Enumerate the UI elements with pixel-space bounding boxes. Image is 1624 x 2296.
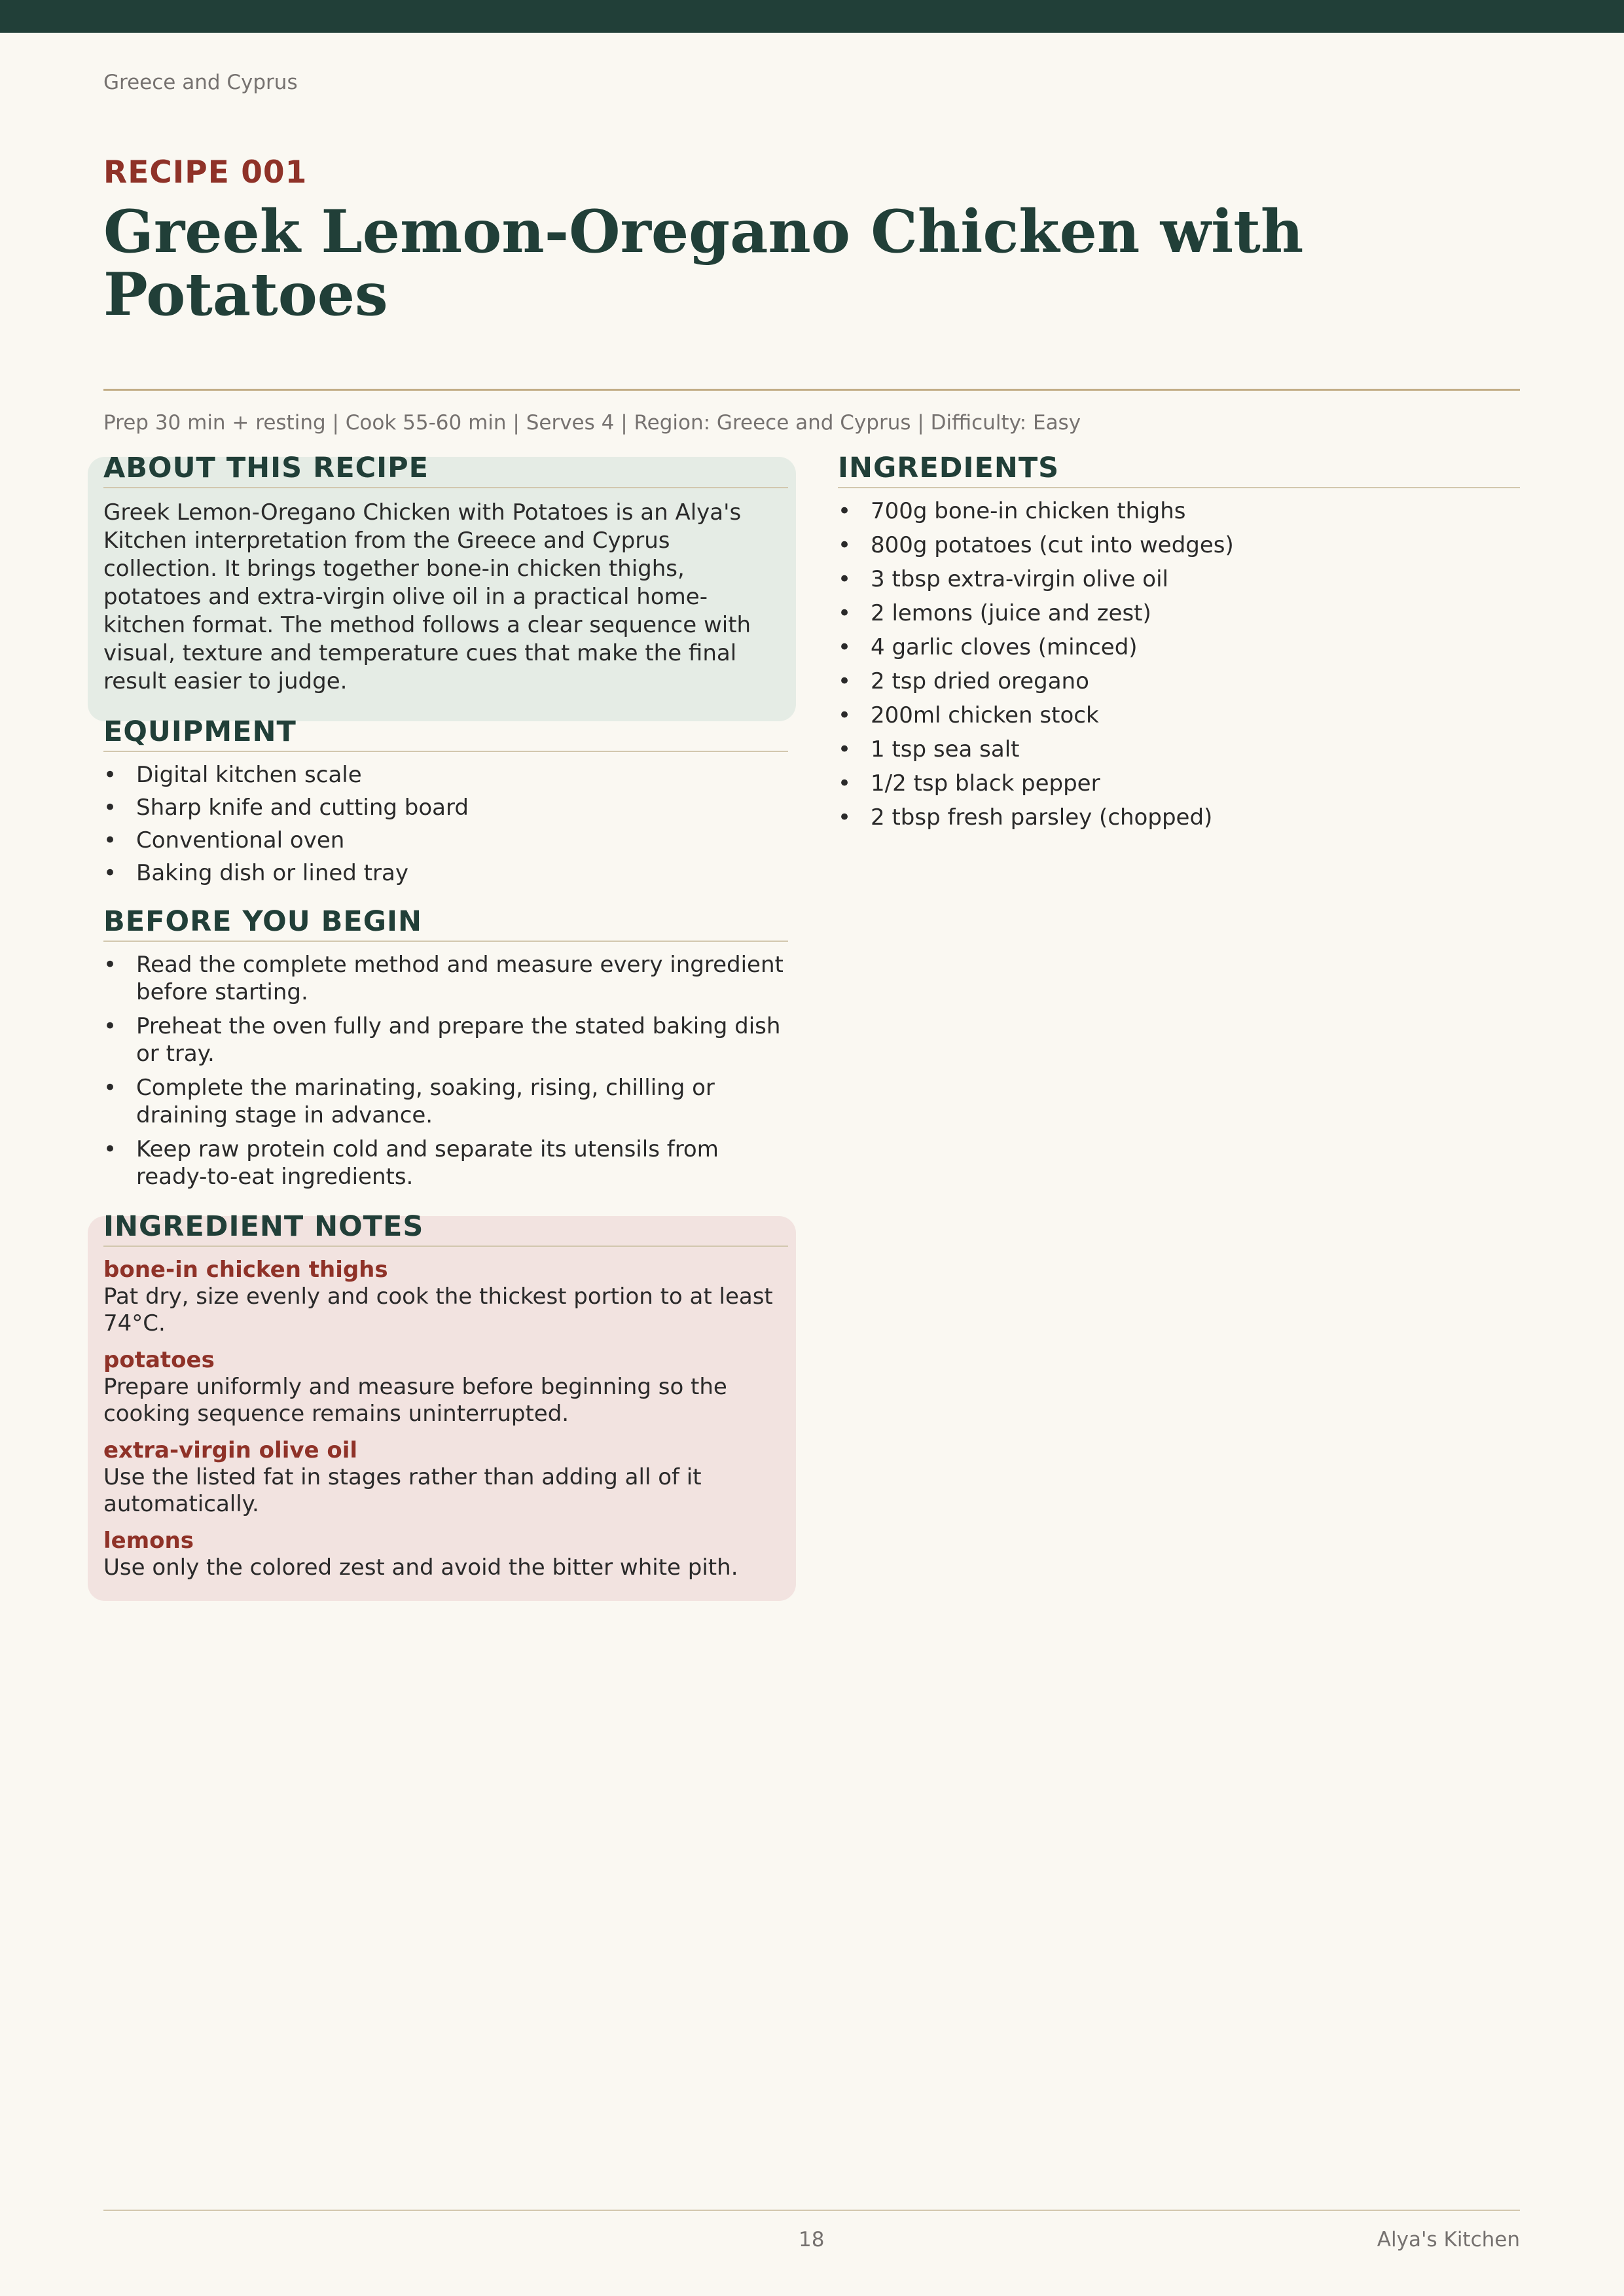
about-heading: ABOUT THIS RECIPE <box>103 452 788 488</box>
about-text: Greek Lemon-Oregano Chicken with Potatoes is an Alya's Kitchen interpretation from the Greece and Cyprus collection. It brings together bone-in chicken thighs, potatoes and extra-virgin olive oil in a practical home-kitchen format. The method follows a clear sequence with visual, texture and temperature cues that make the final result easier to judge. <box>103 499 751 694</box>
note-ingredient-name: bone-in chicken thighs <box>103 1257 388 1283</box>
list-item: • Keep raw protein cold and separate its utensils from ready-to-eat ingredients. <box>103 1136 788 1191</box>
note-text: Prepare uniformly and measure before beginning so the cooking sequence remains uninterrupted. <box>103 1374 727 1427</box>
list-item: • 200ml chicken stock <box>838 702 1520 729</box>
footer-brand: Alya's Kitchen <box>1377 2228 1520 2251</box>
list-item: • Complete the marinating, soaking, rising, chilling or draining stage in advance. <box>103 1074 788 1129</box>
top-color-bar <box>0 0 1624 33</box>
note-text: Use the listed fat in stages rather than adding all of it automatically. <box>103 1464 702 1517</box>
list-item: • Preheat the oven fully and prepare the stated baking dish or tray. <box>103 1013 788 1067</box>
note-text: Use only the colored zest and avoid the bitter white pith. <box>103 1554 738 1581</box>
ingredients-heading: INGREDIENTS <box>838 452 1520 488</box>
list-item: • 1/2 tsp black pepper <box>838 770 1520 797</box>
list-item: • 2 tsp dried oregano <box>838 668 1520 695</box>
list-item: • 4 garlic cloves (minced) <box>838 634 1520 661</box>
ingredient-note <box>103 1437 788 1518</box>
before-you-begin-heading: BEFORE YOU BEGIN <box>103 905 788 942</box>
list-item: • 1 tsp sea salt <box>838 736 1520 763</box>
footer-divider <box>103 2210 1520 2211</box>
recipe-meta: Prep 30 min + resting | Cook 55-60 min | Serves 4 | Region: Greece and Cyprus | Difficulty: Easy <box>103 411 1081 435</box>
note-ingredient-name: lemons <box>103 1528 194 1554</box>
ingredients-list <box>838 497 1520 831</box>
list-item: • Read the complete method and measure every ingredient before starting. <box>103 951 788 1006</box>
page-number: 18 <box>799 2228 825 2251</box>
equipment-section <box>103 715 788 892</box>
ingredient-notes-heading: INGREDIENT NOTES <box>103 1210 788 1247</box>
list-item: • Conventional oven <box>103 827 788 854</box>
note-ingredient-name: potatoes <box>103 1347 215 1373</box>
ingredient-note <box>103 1346 788 1427</box>
before-you-begin-section <box>103 905 788 1197</box>
recipe-title: Greek Lemon-Oregano Chicken with Potatoes <box>103 197 1304 329</box>
list-item: • 2 tbsp fresh parsley (chopped) <box>838 804 1520 831</box>
region-label: Greece and Cyprus <box>103 71 298 94</box>
about-section <box>103 452 788 696</box>
list-item: • 800g potatoes (cut into wedges) <box>838 531 1520 559</box>
note-text: Pat dry, size evenly and cook the thickest portion to at least 74°C. <box>103 1283 773 1336</box>
note-ingredient-name: extra-virgin olive oil <box>103 1437 358 1463</box>
list-item: • Baking dish or lined tray <box>103 859 788 887</box>
recipe-number: RECIPE 001 <box>103 154 308 190</box>
ingredient-notes-section <box>103 1210 788 1581</box>
ingredient-note <box>103 1527 788 1581</box>
list-item: • 3 tbsp extra-virgin olive oil <box>838 565 1520 593</box>
equipment-list <box>103 761 788 887</box>
list-item: • 700g bone-in chicken thighs <box>838 497 1520 525</box>
list-item: • 2 lemons (juice and zest) <box>838 600 1520 627</box>
ingredient-note <box>103 1256 788 1337</box>
equipment-heading: EQUIPMENT <box>103 715 788 752</box>
list-item: • Digital kitchen scale <box>103 761 788 789</box>
list-item: • Sharp knife and cutting board <box>103 794 788 821</box>
ingredients-section <box>838 452 1520 838</box>
title-divider <box>103 389 1520 391</box>
before-you-begin-list <box>103 951 788 1191</box>
